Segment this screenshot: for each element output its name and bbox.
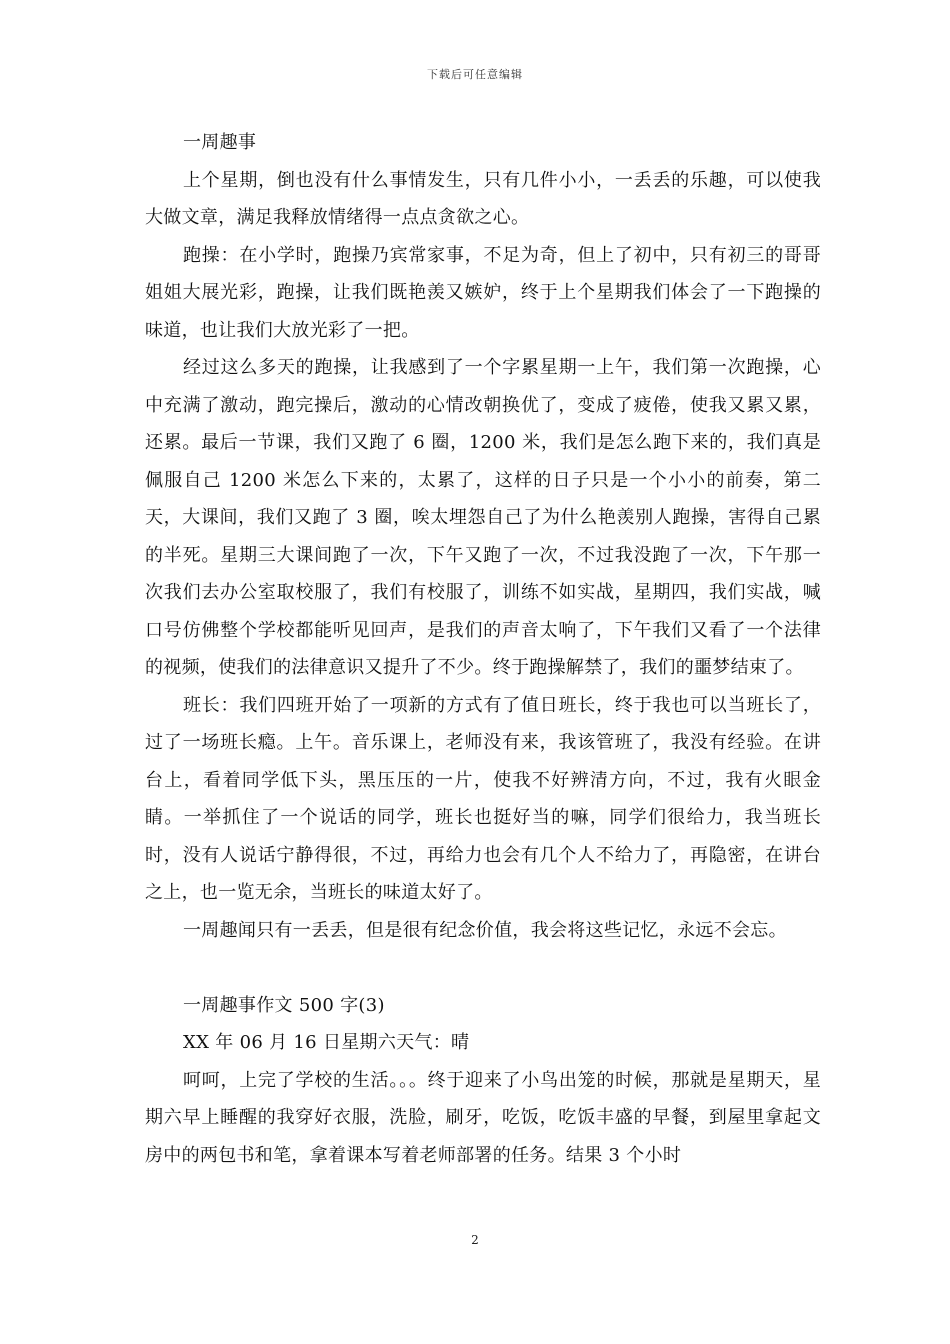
page-header: 下载后可任意编辑 (427, 68, 523, 81)
essay-title-3: 一周趣事作文 500 字(3) (183, 994, 385, 1016)
paragraph-weekend: 呵呵，上完了学校的生活。。。终于迎来了小鸟出笼的时候，那就是星期天，星期六早上睡醒的我穿好衣服，洗脸，刷牙，吃饭，吃饭丰盛的早餐，到屋里拿起文房中的两包书和笔，拿着课本写着老师部署的任务。结果 3 个小时 (145, 1069, 821, 1166)
page-number: 2 (471, 1233, 479, 1247)
document-body (145, 124, 821, 1174)
paragraph-intro: 上个星期，倒也没有什么事情发生，只有几件小小，一丢丢的乐趣，可以使我大做文章，满足我释放情绪得一点点贪欲之心。 (145, 169, 821, 228)
blank-line (145, 949, 821, 987)
paragraph-running: 跑操：在小学时，跑操乃宾常家事，不足为奇，但上了初中，只有初三的哥哥姐姐大展光彩，跑操，让我们既艳羡又嫉妒，终于上个星期我们体会了一下跑操的味道，也让我们大放光彩了一把。 (145, 244, 821, 341)
date-weather-line: XX 年 06 月 16 日星期六天气：晴 (183, 1032, 470, 1053)
paragraph-conclusion: 一周趣闻只有一丢丢，但是很有纪念价值，我会将这些记忆，永远不会忘。 (183, 919, 787, 941)
paragraph-running-detail: 经过这么多天的跑操，让我感到了一个字累星期一上午，我们第一次跑操，心中充满了激动，跑完操后，激动的心情改朝换优了，变成了疲倦，使我又累又累，还累。最后一节课，我们又跑了 6 圈，1200 米，我们是怎么跑下来的，我们真是佩服自己 1200 米怎么下来的，太累了，这样的日子只是一个小小的前奏，第二天，大课间，我们又跑了 3 圈，唉太埋怨自己了为什么艳羡别人跑操，害得自己累的半死。星期三大课间跑了一次，下午又跑了一次，不过我没跑了一次，下午那一次我们去办公室取校服了，我们有校服了，训练不如实战，星期四，我们实战，喊口号仿佛整个学校都能听见回声，是我们的声音太响了，下午我们又看了一个法律的视频，使我们的法律意识又提升了不少。终于跑操解禁了，我们的噩梦结束了。 (145, 357, 821, 678)
essay-title: 一周趣事 (183, 132, 257, 153)
paragraph-monitor: 班长：我们四班开始了一项新的方式有了值日班长，终于我也可以当班长了，过了一场班长瘾。上午。音乐课上，老师没有来，我该管班了，我没有经验。在讲台上，看着同学低下头，黑压压的一片，使我不好辨清方向，不过，我有火眼金睛。一举抓住了一个说话的同学，班长也挺好当的嘛，同学们很给力，我当班长时，没有人说话宁静得很，不过，再给力也会有几个人不给力了，再隐密，在讲台之上，也一览无余，当班长的味道太好了。 (145, 694, 821, 903)
